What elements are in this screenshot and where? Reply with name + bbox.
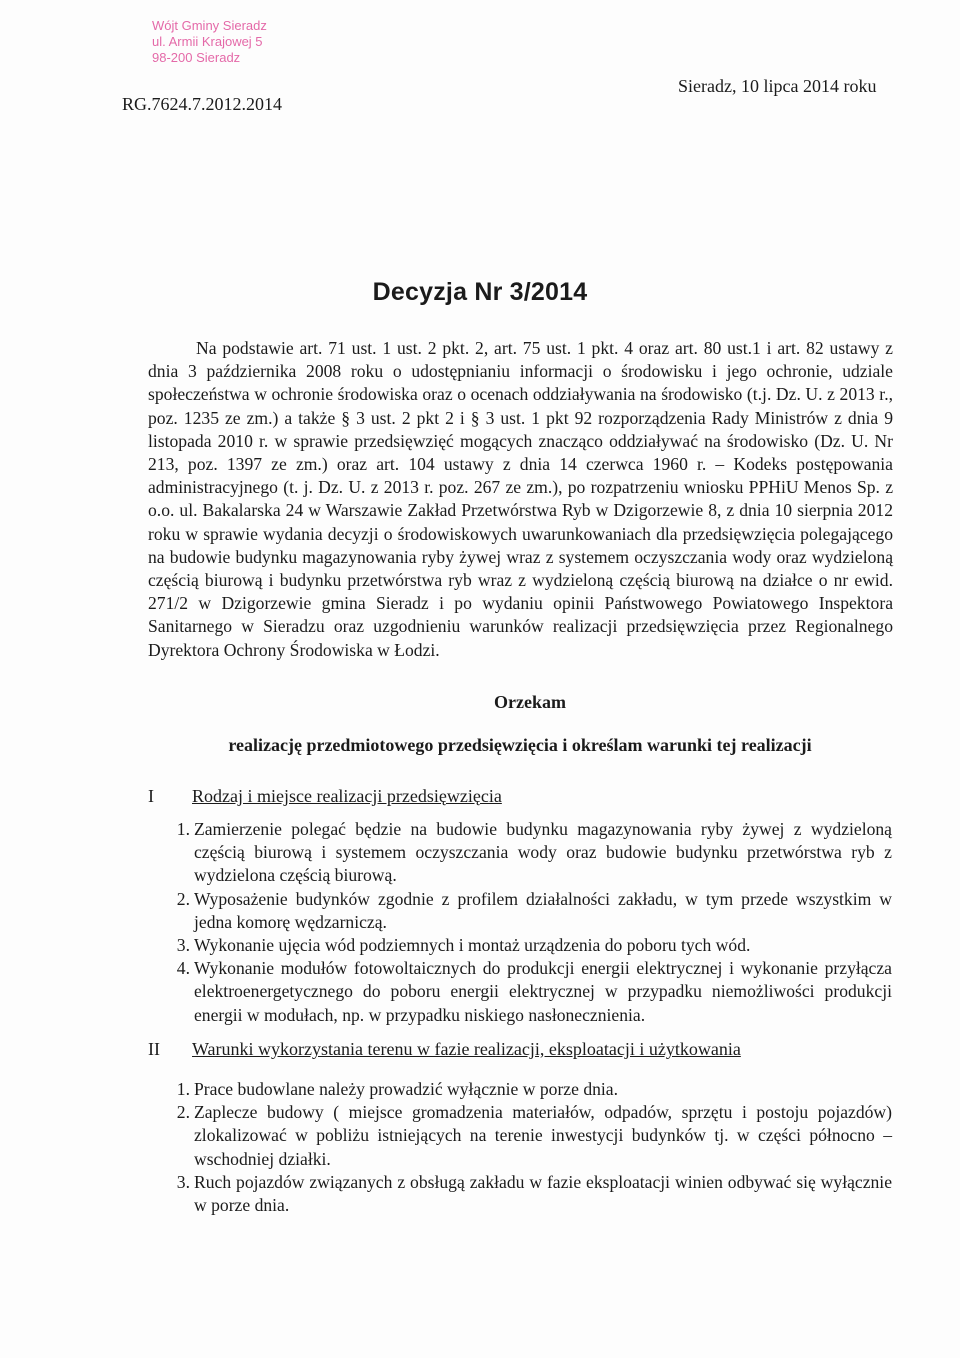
section-number: I: [148, 786, 154, 806]
section-heading: [148, 1039, 741, 1060]
section-title: Rodzaj i miejsce realizacji przedsięwzięcia: [192, 786, 502, 806]
section-list: [150, 818, 892, 1027]
item-number: 1.: [176, 1079, 190, 1099]
item-number: 2.: [176, 888, 190, 909]
decision-subheading: realizację przedmiotowego przedsięwzięcia i określam warunki tej realizacji: [228, 735, 812, 755]
list-item: [150, 1078, 892, 1101]
list-item: [150, 934, 892, 957]
item-number: 3.: [176, 1171, 190, 1192]
section-heading: [148, 786, 502, 807]
item-text: Zaplecze budowy ( miejsce gromadzenia materiałów, odpadów, sprzętu i postoju pojazdów) zlokalizować w pobliżu istniejących na terenie inwestycji budynków tj. w części północno – wschodniej działki.: [194, 1102, 892, 1169]
item-text: Wykonanie modułów fotowoltaicznych do produkcji energii elektrycznej i wykonanie przyłącza elektroenergetycznego do poboru energii elektrycznej w przypadku niemożliwości produkcji energii w modułach, np. w przypadku niskiego nasłonecznienia.: [194, 958, 892, 1025]
reference-number: RG.7624.7.2012.2014: [122, 94, 283, 114]
place-date: Sieradz, 10 lipca 2014 roku: [678, 76, 877, 96]
section-title: Warunki wykorzystania terenu w fazie realizacji, eksploatacji i użytkowania: [192, 1039, 741, 1059]
item-text: Wyposażenie budynków zgodnie z profilem działalności zakładu, w tym przede wszystkim w jedna komorę wędzarniczą.: [194, 888, 892, 932]
office-stamp: [152, 18, 267, 66]
list-item: [150, 957, 892, 1027]
list-item: [150, 818, 892, 888]
decision-heading: Orzekam: [494, 692, 566, 712]
item-text: Prace budowlane należy prowadzić wyłącznie w porze dnia.: [194, 1079, 619, 1099]
document-title: Decyzja Nr 3/2014: [372, 278, 588, 306]
legal-basis-text: Na podstawie art. 71 ust. 1 ust. 2 pkt. 2, art. 75 ust. 1 pkt. 4 oraz art. 80 ust.1 i art. 82 ustawy z dnia 3 października 2008 roku o udostępnianiu informacji o środowisku i jego ochronie, udziale społeczeństwa w ochronie środowiska oraz o ocenach oddziaływania na środowisko (t.j. Dz. U. z 2013 r., poz. 1235 ze zm.) a także § 3 ust. 2 pkt 2 i § 3 ust. 1 pkt 92 rozporządzenia Rady Ministrów z dnia 9 listopada 2010 r. w sprawie przedsięwzięć mogących znacząco oddziaływać na środowisko (Dz. U. Nr 213, poz. 1397 ze zm.) oraz art. 104 ustawy z dnia 14 czerwca 1960 r. – Kodeks postępowania administracyjnego (t. j. Dz. U. z 2013 r. poz. 267 ze zm.), po rozpatrzeniu wniosku PPHiU Menos Sp. z o.o. ul. Bakalarska 24 w Warszawie Zakład Przetwórstwa Ryb w Dzigorzewie 8, z dnia 10 sierpnia 2012 roku w sprawie wydania decyzji o środowiskowych uwarunkowaniach dla przedsięwzięcia polegającego na budowie budynku magazynowania ryby żywej wraz z systemem oczyszczania wody oraz wydzieloną częścią biurową i budynku przetwórstwa ryb wraz z wydzieloną częścią biurową na działce o nr ewid. 271/2 w Dzigorzewie gmina Sieradz i po wydaniu opinii Państwowego Powiatowego Inspektora Sanitarnego w Sieradzu oraz uzgodnieniu warunków realizacji przedsięwzięcia przez Regionalnego Dyrektora Ochrony Środowiska w Łodzi.: [148, 338, 893, 660]
list-item: [150, 1171, 892, 1217]
item-text: Wykonanie ujęcia wód podziemnych i montaż urządzenia do poboru tych wód.: [194, 935, 751, 956]
list-item: [150, 1101, 892, 1171]
stamp-line: Wójt Gminy Sieradz: [152, 18, 267, 33]
stamp-line: 98-200 Sieradz: [152, 50, 241, 65]
section-list: [150, 1078, 892, 1217]
legal-basis-paragraph: [148, 337, 893, 662]
item-number: 3.: [176, 935, 190, 956]
item-number: 2.: [176, 1102, 190, 1123]
item-number: 1.: [176, 819, 190, 839]
item-text: Ruch pojazdów związanych z obsługą zakładu w fazie eksploatacji winien odbywać się wyłącznie w porze dnia.: [194, 1171, 892, 1216]
stamp-line: ul. Armii Krajowej 5: [152, 34, 263, 49]
list-item: [150, 888, 892, 934]
item-number: 4.: [176, 958, 190, 979]
item-text: Zamierzenie polegać będzie na budowie budynku magazynowania ryby żywej z wydzieloną częścią biurową i systemem oczyszczania wody oraz budowie budynku przetwórstwa ryb z wydzielona częścią biurową.: [194, 819, 892, 886]
section-number: II: [148, 1039, 160, 1059]
